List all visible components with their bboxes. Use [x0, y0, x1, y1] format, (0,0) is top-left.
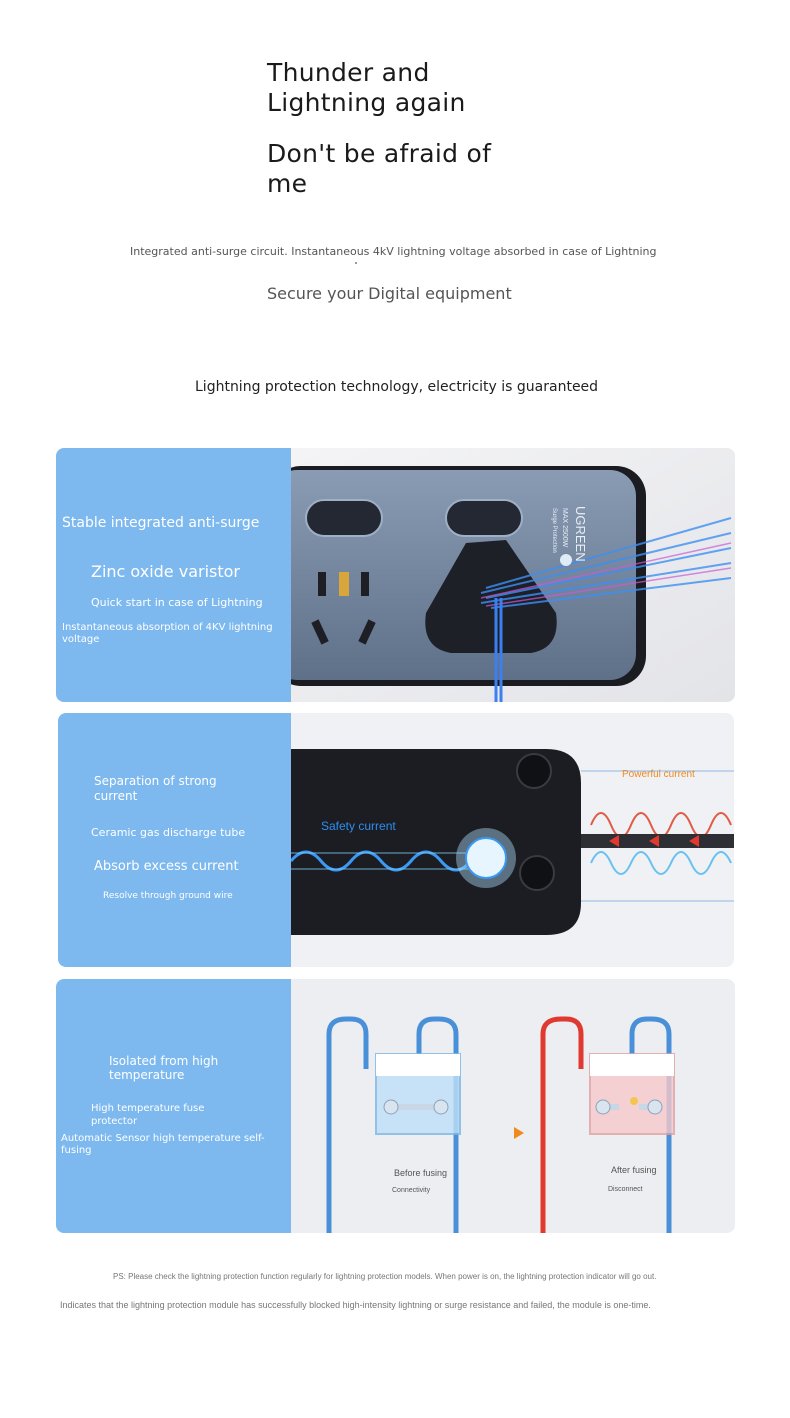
feature-panel-anti-surge	[56, 448, 735, 702]
section-title: Lightning protection technology, electricity is guaranteed	[195, 379, 599, 395]
rating-label: MAX 2500W	[561, 508, 568, 548]
subtitle-line-2: Secure your Digital equipment	[267, 284, 512, 303]
after-fusing-sub: Disconnect	[608, 1186, 643, 1193]
feature-text-block	[56, 448, 291, 702]
feature-panel-gas-discharge	[58, 713, 734, 967]
feature-text-block	[56, 979, 291, 1233]
feature-title: Isolated from high temperature	[109, 1054, 219, 1082]
after-fusing-label: After fusing	[611, 1165, 657, 1175]
footnote-line-2: Indicates that the lightning protection module has successfully blocked high-intensity lightning or surge resistance and failed, the module is one-time.	[60, 1300, 651, 1310]
feature-line-2: Instantaneous absorption of 4KV lightning voltage	[62, 622, 273, 645]
safety-current-label: Safety current	[321, 819, 396, 833]
fuse-comparison-image	[291, 979, 735, 1233]
headline-line-2: Don't be afraid of me	[267, 139, 492, 198]
feature-line-1: Absorb excess current	[94, 859, 239, 874]
before-fusing-sub: Connectivity	[392, 1187, 431, 1194]
feature-label: Surge Protection	[551, 508, 557, 553]
feature-line-2: Resolve through ground wire	[103, 891, 233, 901]
subtitle-line-1: Integrated anti-surge circuit. Instantaneous 4kV lightning voltage absorbed in case of Lightning	[130, 245, 657, 258]
feature-subtitle: High temperature fuse protector	[91, 1103, 205, 1127]
feature-text-block	[58, 713, 291, 967]
feature-title: Stable integrated anti-surge	[62, 515, 260, 531]
discharge-illustration	[291, 713, 734, 967]
headline-line-1: Thunder and Lightning again	[267, 58, 466, 117]
decorative-dot	[355, 262, 357, 264]
footnote-line-1: PS: Please check the lightning protection function regularly for lightning protection models. When power is on, the lightning protection indicator will go out.	[113, 1272, 657, 1281]
brand-label: UGREEN	[573, 506, 588, 562]
fuse-illustration	[291, 979, 735, 1233]
power-strip-image	[291, 448, 735, 702]
feature-title: Separation of strong current	[94, 774, 217, 803]
powerful-current-label: Powerful current	[622, 769, 695, 780]
discharge-tube-image	[291, 713, 734, 967]
feature-line-1: Automatic Sensor high temperature self-fusing	[61, 1133, 265, 1156]
feature-subtitle: Ceramic gas discharge tube	[91, 826, 246, 839]
before-fusing-label: Before fusing	[394, 1168, 448, 1178]
feature-panel-fuse	[56, 979, 735, 1233]
feature-subtitle: Zinc oxide varistor	[91, 562, 240, 581]
power-strip-illustration	[291, 448, 735, 702]
feature-line-1: Quick start in case of Lightning	[91, 596, 263, 609]
